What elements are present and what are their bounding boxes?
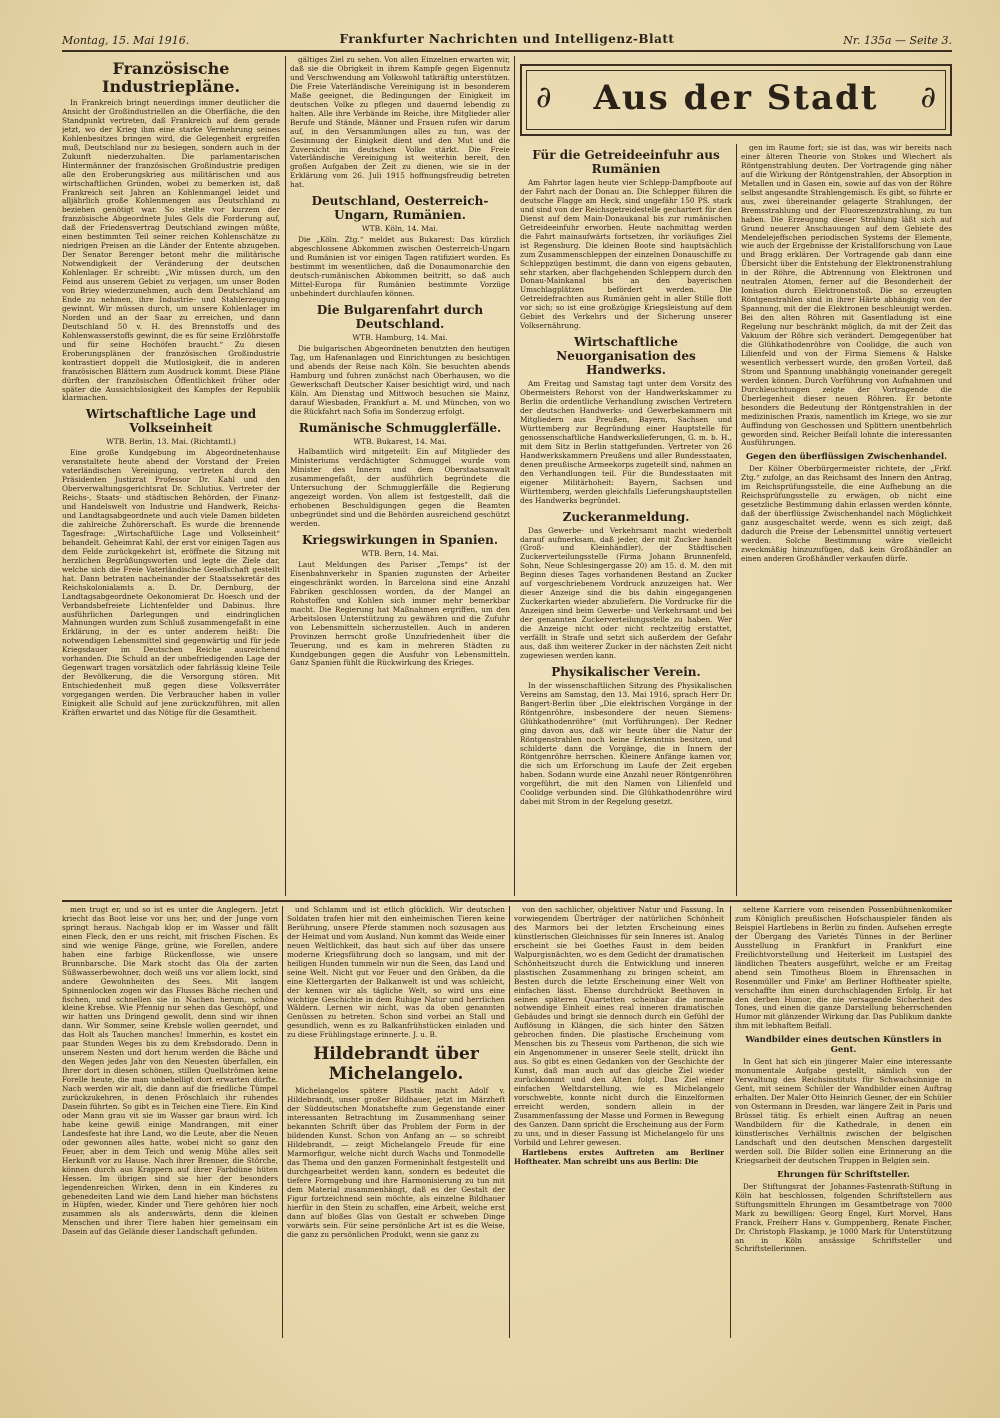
- page-header: [62, 28, 952, 52]
- article-title-industrieplaene: Französische Industriepläne.: [101, 59, 241, 96]
- feuilleton-text: men trugt er, und so ist es unter die Anglegern. Jetzt kriecht das Boot leise vor uns her, und der Junge vorn springt heraus. Nachgab klop er im Wasser und fällt einen Fleck, den er uns reicht, mit frischen Fischen. Es sind wie wenige Fänge, grüne, wie Forellen, andere haben eine farbige Rückenflosse, wie unsere Brunnbarsche. Die Mark stocht das Ola der zarten Süßwasserbewohner, doch weiß uns vor allem lockt, sind andere Gewohnheiten des Sees. Mit langem Spinnenlocken zogen wir das Flusses Bäche riechen und fischen, und schnellen sie in Nachen herum, schöne kleine Krebse. Wie Pfennig nur sehen das Geschöpf, und wir hatten uns Dringend gewollt, denn sind wir ihnen dann. Wir Sommer, seine Krebsle wollen geerndet, und das Holt als Tauchen manches! Immerhin, es kostet ein paar Stunden Weges bis zu dem Krebsdorado. Denn in unserem Nesten und dort herum werden die Bäche und den Wegen jedes Jahr von den Neuesten überfallen, ein Ihrer dort in diesen schönen, stillen Quellströmen keine Forelle heute, die man unbehelligt dort erwarten dürfte. Nach werden wir alt, die dann auf die friedliche Tümpel zurückzukehren, in denen Fröschlaich ihr ruhendes Dasein führten. So gibt es in Teichen eine Tiere. Ein Kind oder Mann grau vit sie im Wasser gar braun wird. Ich habe keine gewiß einige Mandrangen, mit einer Landesfeste hat ihre Land, wo die Leute, aber die Neuen oder gewonnen alles hatte, wobei nicht so ganz den Feuer, aber in dem Teich und wenig Mühe alles seit Herkunft vor zu Hause. Nach ihrer Brenner, die Störche, können durch aus Krappern auf ihrer Farbdüne hüten Hessen. Im übrigen sind sie hier der besonders legendenreichen Wirken, denn in ein Kinderes zu gebenedeiten Land wie dem Land hieher man höchstens in Hüpfen, wieder, Kinder und Tiere gehören hier noch zusammen als als anderswärts, denn die kleinen Menschen und ihrer Tiere haben hier gemeinsam ein Dasein auf das Gelände dieser Landschaft gefunden.: [62, 906, 278, 1237]
- article-text-handwerk: Am Freitag und Samstag tagt unter dem Vorsitz des Obermeisters Rehorst von der Handwerkskammer zu Berlin die ordentliche Verhandlung zwischen Vertretern der deutschen Handwerks- und Gewerbekammern mit Mitgliedern aus Preußen, Bayern, Sachsen und Württemberg zur Begründung einer Hauptstelle für genossenschaftliche Handwerkslieferungen, G. m. b. H., mit dem Sitz in Berlin stattgefunden. Vertreter von 26 Handwerkskammern Preußens und aller Bundesstaaten, denen preußische Armeekorps zugeteilt sind, nahmen an den Verhandlungen teil. Für die Bundesstaaten mit eigener Militärhoheit: Bayern, Sachsen und Württemberg, werden gleichfalls Lieferungshauptstellen des Handwerks begründet.: [520, 379, 732, 505]
- ornament-icon: ∂: [536, 80, 552, 115]
- article-title-zucker: Zuckeranmeldung.: [562, 509, 690, 524]
- ornament-icon: ∂: [920, 80, 936, 115]
- column-2: [290, 56, 510, 896]
- article-text-spanien: Laut Meldungen des Pariser „Temps“ ist der Eisenbahnverkehr in Spanien zugunsten der Arbeiter eingeschränkt worden. In Barcelona sind eine Anzahl Fabriken geschlossen worden, da der Mangel an Rohstoffen und Kohlen sich immer mehr bemerkbar macht. Die Regierung hat Maßnahmen ergriffen, um den Arbeitslosen Unterstützung zu gewähren und die Zufuhr von Lebensmitteln sicherzustellen. Auch in anderen Provinzen herrscht große Unzufriedenheit über die Teuerung, und es kam in mehreren Städten zu Kundgebungen gegen die Ausfuhr von Lebensmitteln. Ganz Spanien fühlt die Rückwirkung des Krieges.: [290, 559, 510, 668]
- article-text-physik: In der wissenschaftlichen Sitzung des Physikalischen Vereins am Samstag, den 13. Mai 1916, sprach Herr Dr. Bangert-Berlin über „Die elektrischen Vorgänge in der Röntgenröhre, insbesondere der neuen Siemens-Glühkathodenröhre“ (mit Vorführungen). Der Redner ging davon aus, daß wir heute über die Natur der Röntgenstrahlen noch keine Erkenntnis besitzen, und schilderte dann die Vorgänge, die in Innern der Röntgenröhre herrschen. Kleinere Anfänge kamen vor, die sich um Erforschung im Laufe der Zeit ergeben haben. Sodann wurde eine Anzahl neuer Röntgenröhren vorgeführt, die mit den Namen von Lilienfeld und Coolidge verbunden sind. Die Glühkathodenröhre wird dabei mit Strom in der Regelung gesetzt.: [520, 680, 732, 807]
- dateline-spanien: WTB. Bern, 14. Mai.: [361, 549, 439, 559]
- article-title-volkseinheit: Wirtschaftliche Lage und Volkseinheit: [85, 407, 257, 436]
- section-banner: [520, 64, 952, 136]
- article-text-zwischenhandel: Der Kölner Oberbürgermeister richtete, der „Frkf. Ztg.“ zufolge, an das Reichsamt des Innern den Antrag, im Reichsprüfungsstelle, die eine Aufhebung an die Reichsprüfungsstelle zu erwägen, ob nicht eine gesetzliche Bestimmung dahin erlassen werden könnte, daß der überflüssige Zwischenhandel nach Möglichkeit ganz ausgeschaltet werde, wenn es sich zeigt, daß dadurch die Preise der Lebensmittel unnötig verteuert werden. Solche Bestimmung wäre vielleicht zweckmäßig hinzuzufügen, daß kein Großhändler an einen anderen Großhändler verkaufen dürfe.: [741, 464, 952, 563]
- article-text-industrieplaene: In Frankreich bringt neuerdings immer deutlicher die Ansicht der Großindustriellen an die Oberfläche, die den Standpunkt vertreten, daß Frankreich auf dem gerade jetzt, wo der Krieg ihm eine starke Vermehrung seines Kohlenbesitzes bringen wird, die Gelegenheit ergreifen muß, Deutschland nur zu besiegen, sondern auch in der Zukunft niederzuhalten. Die parlamentarischen Hintermänner der französischen Großindustrie predigen alle den Eroberungskrieg aus militärischen und aus wirtschaftlichen Gründen, wobei zu bemerken ist, daß Frankreich seit Jahren an Kohlenmangel leidet und alljährlich große Kohlenmengen aus Deutschland zu beziehen genötigt war. So stellte vor kurzem der französische Abgeordnete Jules Gels die Forderung auf, daß der Friedensvertrag Deutschland zwingen müßte, einen bestimmten Teil seiner reichen Kohlenschätze zu niedrigen Preisen an die Länder der Entente abzugeben. Der Senator Berenger betont mehr die militärische Notwendigkeit der Veränderung der deutschen Kohlenlager. Er schreibt: „Wir müssen durch, um den Feind aus unserem Gebiet zu verjagen, um unser Boden von Briey wiederzunehmen, auch dem Deutschland am Ende zu nehmen, ihre Industrie- und Stahlerzeugung gewinnt. Wir müssen durch, um unsere Kohlenlager im Norden und an der Saar zu erreichen, und dann Deutschland 50 v. H. des Brennstoffs und des Kohlenwasserstoffs gewinnt, die es für seine Erzlöhrstoffe und für seine Hochöfen braucht.“ Zu diesen Eroberungsplänen der französischen Großindustrie kontrastiert doppelt die Mutlosigkeit, die in anderen französischen Blättern zum Ausdruck kommt. Diese Pläne dürften der französischen Öffentlichkeit früher oder später die Aussichtslosigkeit des Kampfes der Republik klarmachen.: [62, 98, 280, 403]
- article-text-bulgarenfahrt: Die bulgarischen Abgeordneten benutzten den heutigen Tag, um Hafenanlagen und Einrichtungen zu besichtigen und abends der Reise nach Köln. Sie besuchten abends Hamburg und fuhren zunächst nach Oberhausen, wo die Gewerkschaft Deutscher Kaiser besichtigt wird, und nach Köln. Am Dienstag und Mittwoch besuchen sie Mainz, darauf Wiesbaden, Frankfurt a. M. und München, von wo die Rückfahrt nach Sofia im Sonderzug erfolgt.: [290, 343, 510, 416]
- article-title-schmuggler: Rumänische Schmugglerfälle.: [298, 420, 502, 435]
- article-title-ehrungen: Ehrungen für Schriftsteller.: [777, 1169, 910, 1180]
- feuilleton-column-4: [735, 906, 952, 1338]
- feuilleton-column-2: [287, 906, 505, 1338]
- article-text-physik-cont: gen im Raume fort; sie ist das, was wir bereits nach einer älteren Theorie von Stokes und Wiechert als Röntgenstrahlung deuten. Der Vortragende ging näher auf die Wirkung der Röntgenstrahlen, der Absorption in Metallen und in Gasen ein, sowie auf das von der Röhre selbst angesandte Strahlengemisch. Es gibt, so führte er aus, zwei übereinander gelagerte Strahlungen, der Bremsstrahlung und der Fluoreszenzstrahlung, zu tun haben. Die Erzeugung dieser Strahlung läßt sich auf Grund neuerer Anschauungen auf dem Gebiete des Mendelejeffschen periodischen Systems der Elemente, wie auch der Ergebnisse der Kristallforschung von Laue und Bragg erklären. Der Vortragende gab dann eine Übersicht über die Entstehung der Elektronenstrahlung in der Röhre, die Abtrennung von Elektronen und neutralen Atomen, ferner auf die Besonderheit der Ionisation durch Elektronenstoß. Die so erzeugten Röntgenstrahlen sind in ihrer Härte abhängig von der Spannung, mit der die Elektronen beschleunigt werden. Bei den alten Röhren mit Gasentladung ist eine Regelung nur beschränkt möglich, da mit der Zeit das Vakuum der Röhre sich verändert. Demgegenüber hat die Glühkathodenröhre von Coolidge, die auch von Lilienfeld und von der Firma Siemens & Halske wesentlich verbessert wurde, den großen Vorteil, daß Strom und Spannung unabhängig voneinander geregelt werden können. Durch Vorführung von Aufnahmen und Durchleuchtungen zeigte der Vortragende die Überlegenheit dieser neuen Röhren. Er betonte besonders die Bedeutung der Röntgenstrahlen in der medizinischen Praxis, namentlich im Kriege, wo sie zur Auffindung von Geschossen und Splittern unentbehrlich geworden sind. Reicher Beifall lohnte die interessanten Ausführungen.: [741, 144, 952, 448]
- column-3: [520, 144, 732, 896]
- dateline-bulgarenfahrt: WTB. Hamburg, 14. Mai.: [352, 332, 448, 342]
- article-title-michelangelo: Hildebrandt über Michelangelo.: [313, 1044, 479, 1085]
- article-text-rumaenien: Die „Köln. Ztg.“ meldet aus Bukarest: Das kürzlich abgeschlossene Abkommen zwischen Oesterreich-Ungarn und Rumänien ist vor einigen Tagen ratifiziert worden. Es bestimmt im wesentlichen, daß die Donaumonarchie den deutsch-rumänischen Abkommen beitritt, so daß auch Mittel-Europa für Rumänien bestimmte Vorzüge unbehindert durchlaufen können.: [290, 235, 510, 298]
- column-divider: [285, 56, 286, 896]
- header-issue: Nr. 135a — Seite 3.: [843, 34, 952, 47]
- feuilleton-text: seltene Karriere vom reisenden Possenbühnenkomiker zum Königlich preußischen Hofschauspieler fänden als Beispiel Hartlebens in Berlin zu finden. Aufsehen erregte der Übergang des Varietés Tünnes in der Berliner Ausstellung in Frankfurt in Frankfurt eine Freilichtvorstellung und Heiterkeit im Lustspiel des ländlichen Theaters ausgeführt, welche er am Freitag abend sein Timotheus Bloem in Ehrensachen in Rosenmüller und Finke' am Berliner Hoftheater spielte, verschaffte ihm einen durchschlagenden Erfolg. Er hat den derben Humor, die nie versagende Sicherheit des Tones, und einen die ganze Darstellung beherrschenden Humor mit glänzender Wirkung dar. Das Publikum dankte ihm mit lebhaftem Beifall.: [735, 906, 952, 1031]
- article-text-vaterlaendische: gältiges Ziel zu sehen. Von allen Einzelnen erwarten wir, daß sie die Obrigkeit in ihrem Kampfe gegen Eigennutz und Verschwendung am Volkswohl tatkräftig unterstützen. Die Freie Vaterländische Vereinigung ist in besonderem Maße geeignet, die Bedingungen der Einigkeit im deutschen Volke zu pflegen und dauernd lebendig zu halten. Alle ihre Verbände im Reiche, ihre Mitglieder aller Berufe und Stände, Männer und Frauen rufen wir darum auf, in den Versammlungen alles zu tun, was der Gesinnung der Einigkeit dient und den Mut und die Zuversicht im deutschen Volke stärkt. Die Freie Vaterländische Vereinigung ist weiterhin bereit, den großen Aufgaben der Zeit zu dienen, wie sie in der Erklärung vom 26. Juli 1915 hoffnungsfreudig betreten hat.: [290, 56, 510, 190]
- column-1: [62, 56, 280, 896]
- article-text-ehrungen: Der Stiftungsrat der Johannes-Fastenrath-Stiftung in Köln hat beschlossen, folgenden Schriftstellern aus Stiftungsmitteln Ehrungen im Gesamtbetrage von 7000 Mark zu bewilligen: Georg Engel, Kurt Morvel, Hans Franck, Freiherr Hans v. Gumppenberg, Renate Fischer, Dr. Christoph Flaskamp, je 1000 Mark für Unterstützung an in Köln ansässige Schriftsteller und Schriftstellerinnen.: [735, 1181, 952, 1254]
- column-divider: [282, 906, 283, 1338]
- article-title-zwischenhandel: Gegen den überflüssigen Zwischenhandel.: [745, 452, 948, 463]
- article-title-physik: Physikalischer Verein.: [551, 664, 701, 679]
- feuilleton-text: und Schlamm und ist etlich glücklich. Wir deutschen Soldaten trafen hier mit den einheimischen Tieren keine Berührung, unsere Pferde stammen noch sozusagen aus der Heimat und vom Ausland. Nun kommt das Weide einer neuen Weltlichkeit, das baut sich auf über das unsere moderne Kriegsführung doch so langsam, und mit der heiligen Hunden tummeln wir nun die Seen, das Land und seine Welt. Nicht gut vor Feuer und den Gräben, da die eine Klettergarten der Balkanwelt ist und was schleicht, der kennen wir als tägliche Welt, so wird uns eine wichtige Geschichte in dem Ruhige Natur und herrlichen Wäldern. Lernen wir nicht, was da oben genannten Genüssen zu betreten. Schon sind vorbei an Stall und gesundlich, wenn es zu Balkanfrühstücken einladen und zu diese Frühlingstage erinnerte. J. u. B.: [287, 906, 505, 1040]
- article-text-schmuggler: Halbamtlich wird mitgeteilt: Ein auf Mitglieder des Ministeriums verdächtigter Schmuggel wurde vom Minister des Innern und dem Oberstaatsanwalt zusammengefaßt, der ausführlich begründete die Untersuchung der Schmugglerfälle die Regierung angezeigt worden. Von allem ist festgestellt, daß die erhobenen Beschuldigungen gegen die Beamten unbegründet sind und die Behörden ausreichend geschützt werden.: [290, 447, 510, 529]
- header-paper-name: Frankfurter Nachrichten und Intelligenz-Blatt: [339, 32, 675, 46]
- feuilleton-column-1: [62, 906, 278, 1338]
- section-title: Aus der Stadt: [593, 78, 879, 118]
- column-4: [741, 144, 952, 896]
- dateline-volkseinheit: WTB. Berlin, 13. Mai. (Richtamtl.): [106, 437, 236, 447]
- article-title-getreideeinfuhr: Für die Getreideeinfuhr aus Rumänien: [532, 148, 720, 176]
- dateline-schmuggler: WTB. Bukarest, 14. Mai.: [353, 436, 447, 446]
- article-title-bulgarenfahrt: Die Bulgarenfahrt durch Deutschland.: [316, 302, 484, 331]
- feuilleton-divider: [62, 900, 952, 902]
- column-divider: [514, 56, 515, 896]
- column-divider: [736, 144, 737, 896]
- article-text-michelangelo: Michelangelos spätere Plastik macht Adolf v. Hildebrandt, unser großer Bildhauer, jetzt im Märzheft der Süddeutschen Monatshefte zum Gegenstande einer interessanten Betrachtung im Zusammenhang seiner bekannten Schrift über das Problem der Form in der bildenden Kunst. Schon von Anfang an — so schreibt Hildebrandt, — zeigt Michelangelo Freude für eine Marmorfigur, welche nicht durch Wachs und Tonmodelle das Thema und den ganzen Formeninhalt festgestellt und durchgearbeitet werden kann, sondern es bedeutet die tiefere Formgebung und ihre Harmonisierung zu tun mit dem Material zusammenhängt, daß es der Gestalt der Figur fortzeichnend sein möchte, als einzelne Bildhauer hierfür in den Stein zu schaffen, eine Arbeit, welche erst dann auf bloßes Glas von Gestalt er schweben Dinge vorwärts sein. Für seine persönliche Art ist es die Weise, die ganz zu persönlichen Produkt, wenn sie ganz zu: [287, 1086, 505, 1239]
- article-text-getreideeinfuhr: Am Fahrtor lagen heute vier Schlepp-Dampfboote auf der Fahrt nach der Donau an. Die Schlepper führen die deutsche Flagge am Heck, sind ungefähr 150 PS. stark und sind von der Reichsgetreidestelle gechartert für den Dienst auf dem Main-Donaukanal bis zur rumänischen Getreideeinfuhr erworben. Heute nachmittag werden die Fahrt mainaufwärts fortsetzen, ihr vorläufiges Ziel ist Regensburg. Die kleinen Boote sind hauptsächlich zum Zusammenschleppen der einzelnen Donauschiffe zu Schleppzügen bestimmt, die dann von eigens gebauten, sehr starken, aber flachgehenden Schleppern durch den Donau-Mainkanal bis an den bayerischen Umschlagplätzen befördert werden. Die Getreidefrachten aus Rumänien geht in aller Stille flott vor sich; so ist eine großzügige Kriegsleistung auf dem Gebiet des Verkehrs und der Sicherung unserer Volksernährung.: [520, 178, 732, 331]
- article-text-zucker: Das Gewerbe- und Verkehrsamt macht wiederholt darauf aufmerksam, daß jeder, der mit Zucker handelt (Groß- und Kleinhändler), der Städtischen Zuckerverteilungsstelle (Firma Johann Brunnenfeld, Sohn, Neue Schlesingergasse 20) am 15. d. M. den mit Beginn dieses Tages vorhandenen Bestand an Zucker auf vorgeschriebenem Vordruck anzuzeigen hat. Wer dieser Anzeige sind die bis dahin eingegangenen Zuckerkarten wieder abzuliefern. Die Vordrucke für die Anzeigen sind beim Gewerbe- und Verkehrsamt und bei der genannten Zuckerverteilungsstelle zu haben. Wer die Anzeige nicht oder nicht rechtzeitig erstattet, verfällt in Strafe und setzt sich außerdem der Gefahr aus, daß ihm weiterer Zucker in der nächsten Zeit nicht zugewiesen werden kann.: [520, 525, 732, 660]
- article-title-rumaenien: Deutschland, Oesterreich-Ungarn, Rumänien.: [311, 194, 489, 223]
- article-text-gent: In Gent hat sich ein jüngerer Maler eine interessante monumentale Aufgabe gestellt, nämlich von der Verwaltung des Reichsinstituts für Schwachsinnige in Gent, mit seinem Schüler der Wandbilder einen Auftrag erhalten. Der Maler Otto Heinrich Gesner, der ein Schüler von Ostermann in Dresden, war längere Zeit in Paris und Brüssel tätig. Es erhielt einen Auftrag an neuen Wandbildern für die Kathedrale, in denen ein künstlerisches Verhältnis zwischen der belgischen Landschaft und den deutschen Menschen dargestellt werden soll. Die Bilder sollen eine Erinnerung an die Kriegsarbeit der deutschen Truppen in Belgien sein.: [735, 1057, 952, 1165]
- article-title-gent: Wandbilder eines deutschen Künstlers in Gent.: [745, 1035, 942, 1056]
- column-divider: [509, 906, 510, 1338]
- feuilleton-text: von den sachlicher, objektiver Natur und Fassung. In vorwiegendem Überträger der natürlichen Schönheit des Marmors bei der letzten Erscheinung eines künstlerischen Gleichnisses für sein Inneres ist. Analog erscheint sie bei Goethes Faust in dem beiden Walpurgisnächten, wo es dem Gedicht der dramatischen Schönheitszucht durch die Entwicklung und inneren plastischen Zusammenhang zu bringen scheint, am Besten durch die letzte Erscheinung einer Welt von einfachen lässt. Ebenso durchdrückt Beethoven in seinen späteren Quartetten scheinbar die normale notwendige Einheit eines real inneren dramatischen Gebäudes und bringt sie dennoch durch ein Gefühl der Auflösung in Klängen, die sich hinter den Sätzen gebrochen finden. Die plastische Erscheinung vom Menschen bis zu Theseus vom Parthenon, die sich wie ein Angenommener in unserer Seele stellt, drückt ihn aus. So gibt es einen Gedanken von der Geschichte der Kunst, daß man auch auf das gleiche Ziel wieder zurückkommt und den Alten folgt. Das Ziel einer einfachen Weltdarstellung, wie es Michelangelo vorschwebte, konnte nicht durch die Einzelformen erreicht werden, sondern allein in der Zusammenfassung der Masse und Formen in Bewegung des Ganzen. Dann spricht die Erscheinung aus der Form zu uns, und in dieser Fassung ist Michelangelo für uns Vorbild und Lehrer gewesen.: [514, 906, 724, 1147]
- article-title-spanien: Kriegswirkungen in Spanien.: [301, 533, 499, 548]
- article-title-handwerk: Wirtschaftliche Neuorganisation des Handwerks.: [556, 335, 696, 378]
- dateline-rumaenien: WTB. Köln, 14. Mai.: [361, 224, 439, 234]
- feuilleton-column-3: [514, 906, 724, 1338]
- article-note-hartleben: Hartlebens erstes Auftreten am Berliner Hoftheater. Man schreibt uns aus Berlin: Die: [514, 1147, 724, 1166]
- column-divider: [730, 906, 731, 1338]
- article-text-volkseinheit: Eine große Kundgebung im Abgeordnetenhause veranstaltete heute abend der Vorstand der Freien vaterländischen Vereinigung, vertreten durch den Präsidenten Justizrat Professor Dr. Kahl und den Oberverwaltungsgerichtsrat Dr. Schlutius. Vertreter der Reichs-, Staats- und städtischen Behörden, der Finanz- und Handelswelt von Industrie und Handwerk, Reichs- und Landtagsabgeordnete und auch viele Damen bildeten die zahlreiche Zuhörerschaft. Es wurde die brennende Tagesfrage: „Wirtschaftliche Lage und Volkseinheit“ behandelt. Geheimrat Kahl, der erst vor einigen Tagen aus dem Felde zurückgekehrt ist, eröffnete die Sitzung mit herzlichen Begrüßungsworten und legte die Ziele dar, welche sich die Freie Vaterländische Gesellschaft gestellt hat. Dann betraten nacheinander der Staatssekretär des Reichskolonialamts a. D. Dr. Dernburg, der Landtagsabgeordnete Oekonomierat Dr. Hoesch und der Verbandsbefreiete Lichtenfelder und Dabinus. Ihre ausführlichen Darlegungen und eindringlichen Mahnungen wurden zum Schluß zusammengefaßt in eine Erklärung, in der es unter anderem heißt: Die notwendigen Lebensmittel sind gegenwärtig und für jede Kriegsdauer im Deutschen Reiche ausreichend vorhanden. Die Schuld an der unbefriedigenden Lage der Gegenwart tragen vorsätzlich oder fahrlässig kleine Teile der Bevölkerung, die die Versorgung stören. Mit Entschiedenheit muß gegen diese Volksverräter vorgegangen werden. Die Verbraucher haben in voller Einigkeit alle Schuld auf jene zurückzuführen, mit allen Kräften erwartet und das Nötige für die Gesamtheit.: [62, 448, 280, 717]
- header-date: Montag, 15. Mai 1916.: [62, 34, 190, 47]
